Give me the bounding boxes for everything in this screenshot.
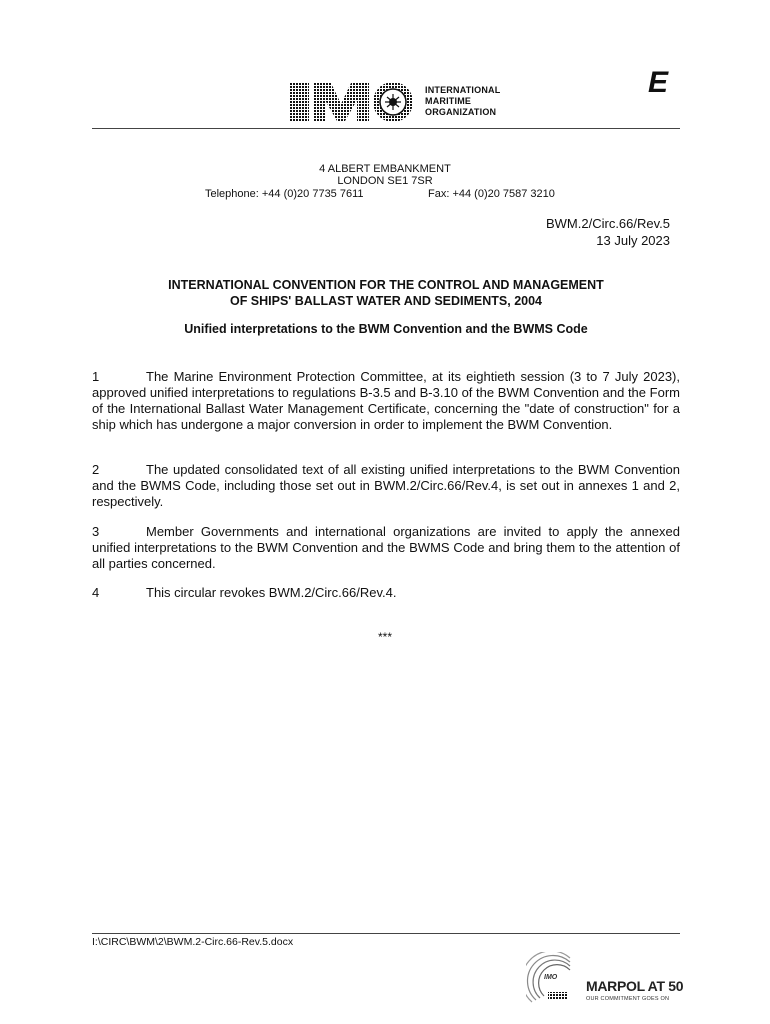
document-symbol: BWM.2/Circ.66/Rev.5 xyxy=(545,216,670,231)
org-name-line-3: ORGANIZATION xyxy=(425,107,497,117)
paragraph-number: 3 xyxy=(92,524,100,539)
paragraph-3 xyxy=(92,524,680,572)
footer-divider xyxy=(92,933,680,934)
header-divider xyxy=(92,128,680,129)
address-line-2: LONDON SE1 7SR xyxy=(337,175,433,187)
address-line-1: 4 ALBERT EMBANKMENT xyxy=(319,163,451,175)
paragraph-2 xyxy=(92,462,680,510)
document-date: 13 July 2023 xyxy=(596,233,670,248)
marpol-title: MARPOL AT 50 xyxy=(586,978,684,994)
paragraph-text: Member Governments and international organizations are invited to apply the annexed unified interpretations to the BWM Convention and the BWMS Code and bring them to the attention of all parties concerned. xyxy=(92,524,680,571)
paragraph-text: This circular revokes BWM.2/Circ.66/Rev.4. xyxy=(146,585,397,600)
section-separator: *** xyxy=(377,630,392,644)
language-code: E xyxy=(647,66,668,99)
org-name-line-1: INTERNATIONAL xyxy=(425,85,501,95)
imo-emblem-icon xyxy=(287,80,421,124)
paragraph-4 xyxy=(92,585,680,601)
paragraph-text: The Marine Environment Protection Committee, at its eightieth session (3 to 7 July 2023), approved unified interpretations to regulations B-3.5 and B-3.10 of the BWM Convention and the Form of the International Ballast Water Management Certificate, concerning the "date of construction" for a ship which has undergone a major conversion in order to implement the BWM Convention. xyxy=(92,369,680,432)
marpol-imo-mark: IMO xyxy=(544,974,558,981)
paragraph-number: 2 xyxy=(92,462,100,477)
marpol-subtitle: OUR COMMITMENT GOES ON xyxy=(586,996,670,1002)
fax: Fax: +44 (0)20 7587 3210 xyxy=(428,188,555,200)
imo-logo xyxy=(287,80,519,124)
paragraph-text: The updated consolidated text of all existing unified interpretations to the BWM Convention and the BWMS Code, including those set out in BWM.2/Circ.66/Rev.4, is set out in annexes 1 and 2, respectively. xyxy=(92,462,680,509)
marpol-at-50-badge xyxy=(526,952,686,1008)
org-name-line-2: MARITIME xyxy=(425,96,472,106)
telephone: Telephone: +44 (0)20 7735 7611 xyxy=(205,188,364,200)
file-path: I:\CIRC\BWM\2\BWM.2-Circ.66-Rev.5.docx xyxy=(92,936,294,948)
paragraph-number: 1 xyxy=(92,369,100,384)
document-subtitle: Unified interpretations to the BWM Convention and the BWMS Code xyxy=(184,322,588,336)
paragraph-1 xyxy=(92,369,680,433)
paragraph-number: 4 xyxy=(92,585,100,600)
title-line-2: OF SHIPS' BALLAST WATER AND SEDIMENTS, 2004 xyxy=(229,294,543,308)
title-line-1: INTERNATIONAL CONVENTION FOR THE CONTROL AND MANAGEMENT xyxy=(168,278,604,292)
